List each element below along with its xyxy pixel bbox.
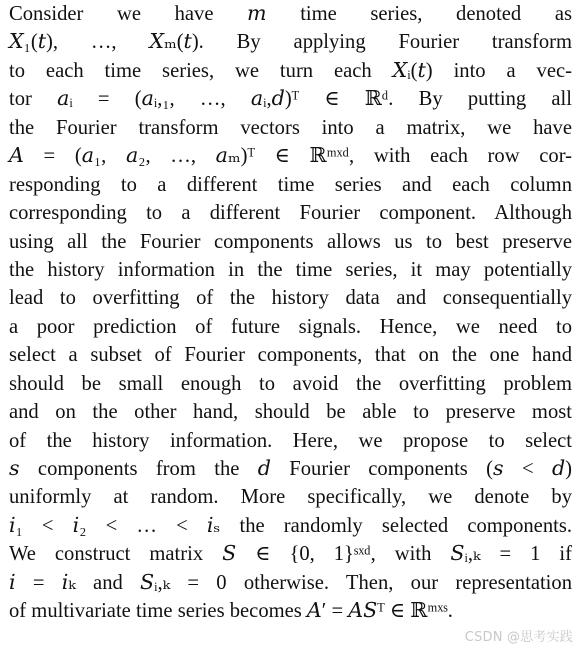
paragraph-line: the history information in the time series, it may potentially xyxy=(9,258,572,281)
paragraph-line: lead to overfitting of the history data and consequentially xyxy=(9,287,572,310)
paragraph-line: and on the other hand, should be able to preserve most xyxy=(9,401,572,424)
paragraph-line: We construct matrix 𝑆 ∈ {0, 1}ˢˣᵈ, with 𝑆ᵢ,ₖ = 1 if xyxy=(9,543,572,566)
paper-paragraph xyxy=(9,0,572,626)
paragraph-line-last: of multivariate time series becomes 𝐴′ = 𝐴𝑆ᵀ ∈ ℝᵐˣˢ. xyxy=(9,600,453,623)
csdn-watermark: CSDN @思考实践 xyxy=(464,630,573,645)
paragraph-line: should be small enough to avoid the overfitting problem xyxy=(9,372,572,395)
paragraph-line: 𝑠 components from the 𝑑 Fourier components (𝑠 < 𝑑) xyxy=(9,458,572,480)
paragraph-line: select a subset of Fourier components, that on the one hand xyxy=(9,344,572,367)
paragraph-line: 𝑋₁(𝑡), …, 𝑋ₘ(𝑡). By applying Fourier transform xyxy=(9,31,572,54)
paragraph-line: Consider we have 𝑚 time series, denoted as xyxy=(9,3,572,25)
paragraph-line: 𝐴 = (𝑎₁, 𝑎₂, …, 𝑎ₘ)ᵀ ∈ ℝᵐˣᵈ, with each row cor- xyxy=(9,145,572,168)
paragraph-line: uniformly at random. More specifically, we denote by xyxy=(9,486,572,509)
paragraph-line: corresponding to a different Fourier component. Although xyxy=(9,202,572,225)
paragraph-line: 𝑖₁ < 𝑖₂ < … < 𝑖ₛ the randomly selected components. xyxy=(9,514,572,537)
paragraph-line: using all the Fourier components allows us to best preserve xyxy=(9,230,572,253)
paragraph-line: responding to a different time series and each column xyxy=(9,173,572,196)
paragraph-line: tor 𝑎ᵢ = (𝑎ᵢ,₁, …, 𝑎ᵢ,𝑑)ᵀ ∈ ℝᵈ. By putting all xyxy=(9,88,572,111)
paragraph-line: 𝑖 = 𝑖ₖ and 𝑆ᵢ,ₖ = 0 otherwise. Then, our representation xyxy=(9,571,572,594)
paragraph-line: a poor prediction of future signals. Hence, we need to xyxy=(9,315,572,338)
paragraph-line: to each time series, we turn each 𝑋ᵢ(𝑡) into a vec- xyxy=(9,59,572,82)
paragraph-line: the Fourier transform vectors into a matrix, we have xyxy=(9,116,572,139)
paragraph-line: of the history information. Here, we propose to select xyxy=(9,429,572,452)
